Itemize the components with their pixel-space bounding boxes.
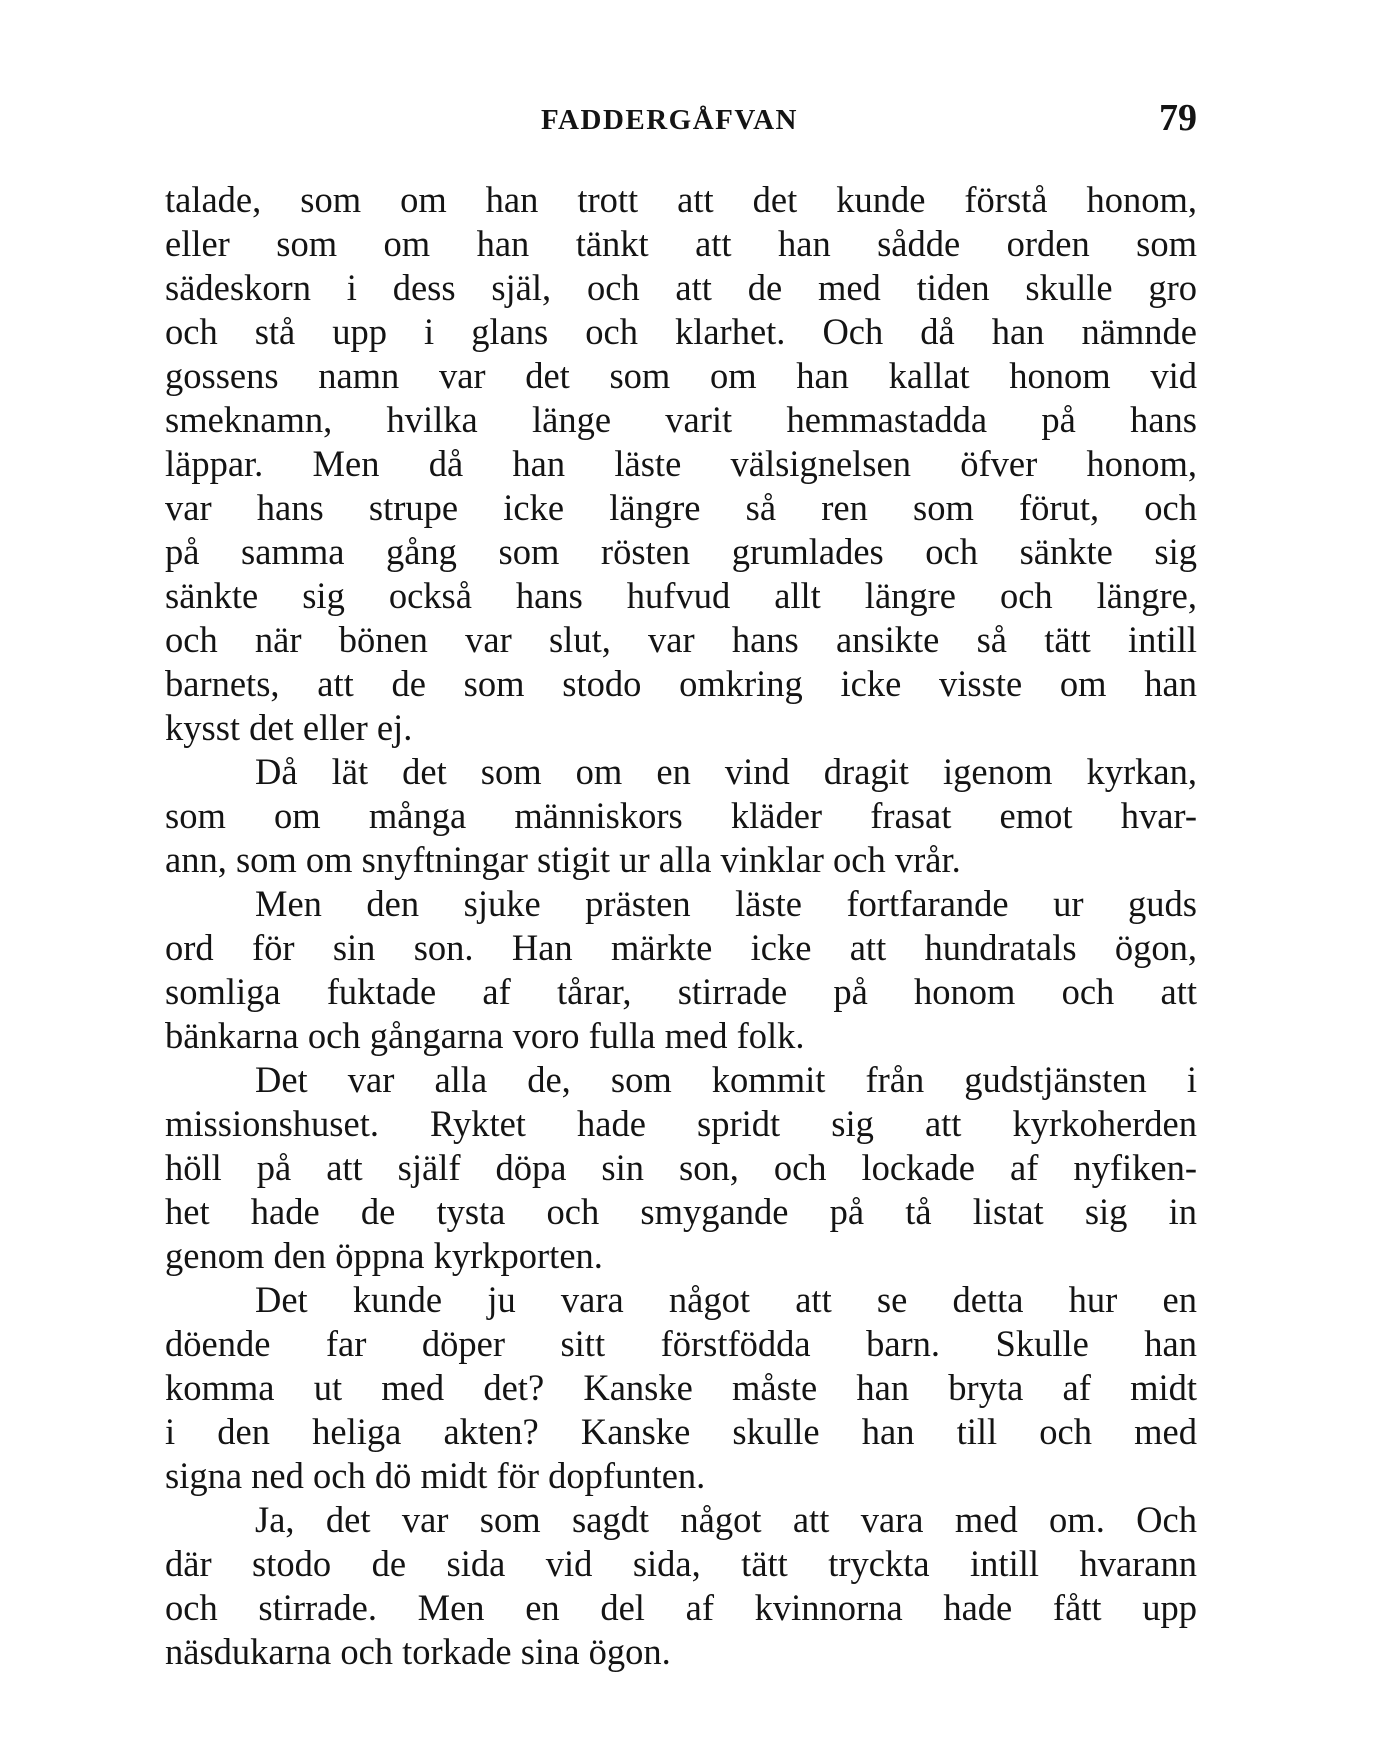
text-line: missionshuset. Ryktet hade spridt sig att kyrkoherden [165, 1103, 1197, 1144]
text-line: gossens namn var det som om han kallat honom vid [165, 355, 1197, 396]
text-line: barnets, att de som stodo omkring icke visste om han [165, 663, 1197, 704]
text-line: som om många människors kläder frasat emot hvar- [165, 795, 1197, 836]
text-line: Det kunde ju vara något att se detta hur en [255, 1279, 1197, 1320]
text-line: sänkte sig också hans hufvud allt längre och längre, [165, 575, 1197, 616]
text-line: på samma gång som rösten grumlades och sänkte sig [165, 531, 1197, 572]
text-line: genom den öppna kyrkporten. [165, 1235, 603, 1276]
text-line: talade, som om han trott att det kunde förstå honom, [165, 179, 1197, 220]
page-header [165, 96, 1197, 146]
text-line: sädeskorn i dess själ, och att de med tiden skulle gro [165, 267, 1197, 308]
text-line: ann, som om snyftningar stigit ur alla vinklar och vrår. [165, 839, 961, 880]
text-line: kysst det eller ej. [165, 707, 413, 748]
text-line: där stodo de sida vid sida, tätt tryckta intill hvarann [165, 1543, 1197, 1584]
text-line: het hade de tysta och smygande på tå listat sig in [165, 1191, 1197, 1232]
text-line: Då lät det som om en vind dragit igenom kyrkan, [255, 751, 1197, 792]
text-line: var hans strupe icke längre så ren som förut, och [165, 487, 1197, 528]
text-line: höll på att själf döpa sin son, och lockade af nyfiken- [165, 1147, 1197, 1188]
text-line: komma ut med det? Kanske måste han bryta af midt [165, 1367, 1197, 1408]
text-line: somliga fuktade af tårar, stirrade på honom och att [165, 971, 1197, 1012]
text-line: döende far döper sitt förstfödda barn. Skulle han [165, 1323, 1197, 1364]
text-line: signa ned och dö midt för dopfunten. [165, 1455, 706, 1496]
text-line: och stirrade. Men en del af kvinnorna hade fått upp [165, 1587, 1197, 1628]
page-number: 79 [1159, 97, 1197, 139]
running-head: FADDERGÅFVAN [541, 104, 798, 136]
text-line: näsdukarna och torkade sina ögon. [165, 1631, 671, 1672]
text-line: i den heliga akten? Kanske skulle han till och med [165, 1411, 1197, 1452]
body-text [165, 178, 1197, 1674]
text-line: eller som om han tänkt att han sådde orden som [165, 223, 1197, 264]
text-line: smeknamn, hvilka länge varit hemmastadda på hans [165, 399, 1197, 440]
text-line: bänkarna och gångarna voro fulla med folk. [165, 1015, 805, 1056]
text-line: Det var alla de, som kommit från gudstjänsten i [255, 1059, 1197, 1100]
text-line: läppar. Men då han läste välsignelsen öfver honom, [165, 443, 1197, 484]
text-line: ord för sin son. Han märkte icke att hundratals ögon, [165, 927, 1197, 968]
text-line: och när bönen var slut, var hans ansikte så tätt intill [165, 619, 1197, 660]
text-line: Men den sjuke prästen läste fortfarande ur guds [255, 883, 1197, 924]
text-line: Ja, det var som sagdt något att vara med om. Och [255, 1499, 1197, 1540]
text-line: och stå upp i glans och klarhet. Och då han nämnde [165, 311, 1197, 352]
